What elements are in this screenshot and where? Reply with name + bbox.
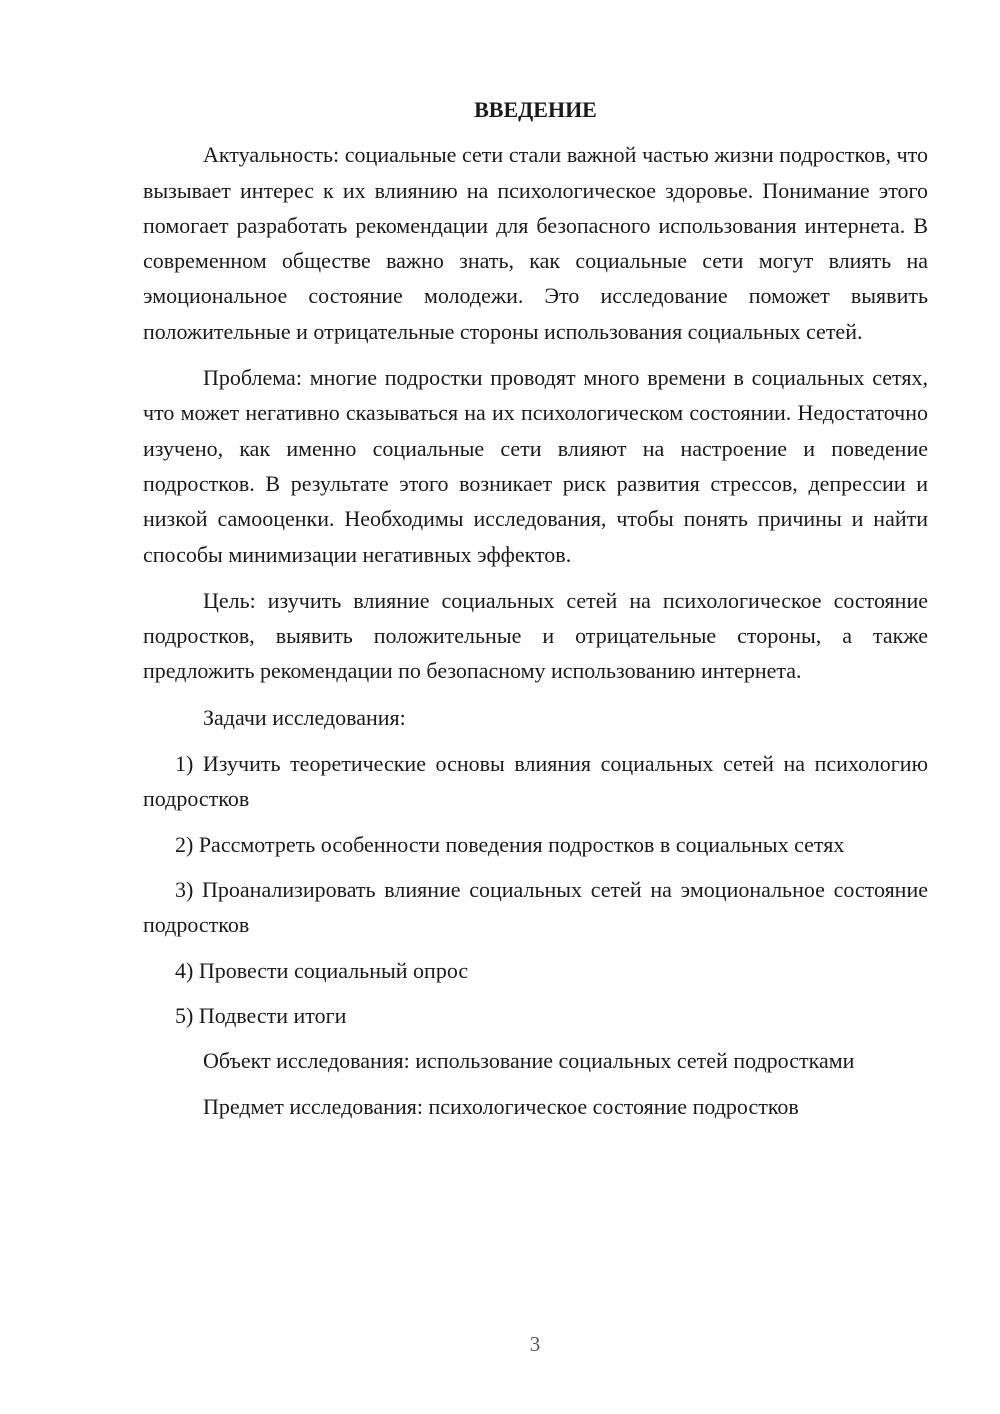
task-item-2: 2) Рассмотреть особенности поведения подростков в социальных сетях: [175, 831, 845, 857]
page-title: ВВЕДЕНИЕ: [474, 97, 597, 122]
task-item-1: 1) Изучить теоретические основы влияния социальных сетей на психологию подростков: [143, 751, 928, 812]
page-number: 3: [529, 1332, 541, 1356]
task-item-4: 4) Провести социальный опрос: [175, 957, 469, 983]
object-paragraph: Объект исследования: использование социальных сетей подростками: [203, 1048, 855, 1074]
document-page: [143, 92, 928, 1136]
tasks-heading: Задачи исследования:: [203, 704, 406, 730]
relevance-paragraph: Актуальность: социальные сети стали важной частью жизни подростков, что вызывает интерес к их влиянию на психологическое здоровье. Понимание этого помогает разработать рекомендации для безопасного использования интернета. В современном обществе важно знать, как социальные сети могут влиять на эмоциональное состояние молодежи. Это исследование поможет выявить положительные и отрицательные стороны использования социальных сетей.: [143, 142, 928, 344]
task-item-5: 5) Подвести итоги: [175, 1002, 347, 1028]
problem-paragraph: Проблема: многие подростки проводят много времени в социальных сетях, что может негативно сказываться на их психологическом состоянии. Недостаточно изучено, как именно социальные сети влияют на настроение и поведение подростков. В результате этого возникает риск развития стрессов, депрессии и низкой самооценки. Необходимы исследования, чтобы понять причины и найти способы минимизации негативных эффектов.: [143, 365, 928, 567]
task-item-3: 3) Проанализировать влияние социальных сетей на эмоциональное состояние подростков: [143, 876, 928, 938]
subject-paragraph: Предмет исследования: психологическое состояние подростков: [203, 1094, 799, 1120]
goal-paragraph: Цель: изучить влияние социальных сетей на психологическое состояние подростков, выявить положительные и отрицательные стороны, а также предложить рекомендации по безопасному использованию интернета.: [143, 587, 928, 684]
